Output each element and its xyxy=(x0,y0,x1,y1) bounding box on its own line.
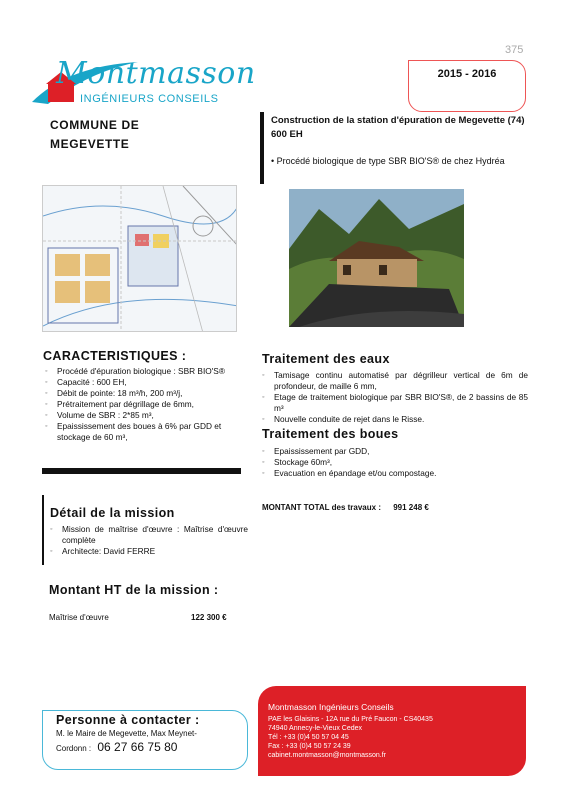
list-item: ◦ Procédé d'épuration biologique : SBR BIO'S® xyxy=(45,366,250,377)
montant-ht-heading: Montant HT de la mission : xyxy=(49,583,219,597)
company-fax: Fax : +33 (0)4 50 57 24 39 xyxy=(268,743,351,750)
montant-total xyxy=(262,503,429,512)
list-item: ◦ Nouvelle conduite de rejet dans le Risse. xyxy=(262,414,528,425)
list-item: ◦ Etage de traitement biologique par SBR BIO'S®, de 2 bassins de 85 m³ xyxy=(262,392,528,414)
list-item: ◦ Epaississement par GDD, xyxy=(262,446,528,457)
commune-line-1: COMMUNE DE xyxy=(50,118,140,132)
project-title xyxy=(271,114,541,142)
mission-heading: Détail de la mission xyxy=(50,506,175,520)
montant-total-label: MONTANT TOTAL des travaux : xyxy=(262,503,381,512)
commune-title xyxy=(50,116,139,154)
logo-subtitle: INGÉNIEURS CONSEILS xyxy=(80,93,219,105)
page-number: 375 xyxy=(505,44,524,56)
list-item: ◦ Volume de SBR : 2*85 m³, xyxy=(45,410,250,421)
project-name: Construction de la station d'épuration de Megevette (74) xyxy=(271,115,525,126)
year-label: 2015 - 2016 xyxy=(437,68,497,80)
contact-heading: Personne à contacter : xyxy=(56,713,200,727)
list-item: ◦ Epaississement des boues à 6% par GDD et stockage de 60 m³, xyxy=(45,421,250,443)
list-item: ◦ Tamisage continu automatisé par dégrilleur vertical de 6m de profondeur, de maille 6 mm, xyxy=(262,370,528,392)
list-item: ◦ Mission de maîtrise d'œuvre : Maîtrise d'œuvre complète xyxy=(50,524,248,546)
list-item: ◦ Débit de pointe: 18 m³/h, 200 m³/j, xyxy=(45,388,250,399)
traitement-boues-heading: Traitement des boues xyxy=(262,427,399,441)
company-name: Montmasson Ingénieurs Conseils xyxy=(268,702,394,712)
list-item: ◦ Architecte: David FERRE xyxy=(50,546,248,557)
project-accent-bar xyxy=(260,112,264,184)
traitement-eaux-list xyxy=(262,370,528,425)
list-item: ◦ Stockage 60m³, xyxy=(262,457,528,468)
traitement-eaux-heading: Traitement des eaux xyxy=(262,352,390,366)
list-item: ◦ Capacité : 600 EH, xyxy=(45,377,250,388)
montant-ht-value: 122 300 € xyxy=(191,613,227,622)
company-address-2: 74940 Annecy-le-Vieux Cedex xyxy=(268,725,363,732)
list-item: ◦ Prétraitement par dégrillage de 6mm, xyxy=(45,399,250,410)
caracteristiques-list xyxy=(45,366,250,443)
commune-line-2: MEGEVETTE xyxy=(50,137,130,151)
montant-ht-label: Maîtrise d'œuvre xyxy=(49,613,109,622)
logo-name: Montmasson xyxy=(56,56,256,91)
contact-name-end: Cordonn : xyxy=(56,744,92,753)
traitement-boues-list xyxy=(262,446,528,479)
contact-phone: 06 27 66 75 80 xyxy=(97,740,178,754)
site-plan-image xyxy=(42,185,237,332)
station-photo xyxy=(289,189,464,327)
project-process: • Procédé biologique de type SBR BIO'S® de chez Hydréa xyxy=(271,156,505,166)
company-email[interactable]: cabinet.montmasson@montmasson.fr xyxy=(268,752,386,759)
company-tel: Tél : +33 (0)4 50 57 04 45 xyxy=(268,734,349,741)
caracteristiques-heading: CARACTERISTIQUES : xyxy=(43,349,187,363)
contact-line: M. le Maire de Megevette, Max Meynet- xyxy=(56,729,197,738)
project-capacity: 600 EH xyxy=(271,129,303,140)
section-divider xyxy=(42,468,241,474)
list-item: ◦ Evacuation en épandage et/ou compostage. xyxy=(262,468,528,479)
mission-accent-bar xyxy=(42,495,44,565)
company-address-1: PAE les Glaisins - 12A rue du Pré Faucon - CS40435 xyxy=(268,716,433,723)
contact-phone-row xyxy=(56,740,177,754)
montant-total-value: 991 248 € xyxy=(393,503,429,512)
mission-list xyxy=(50,524,248,557)
